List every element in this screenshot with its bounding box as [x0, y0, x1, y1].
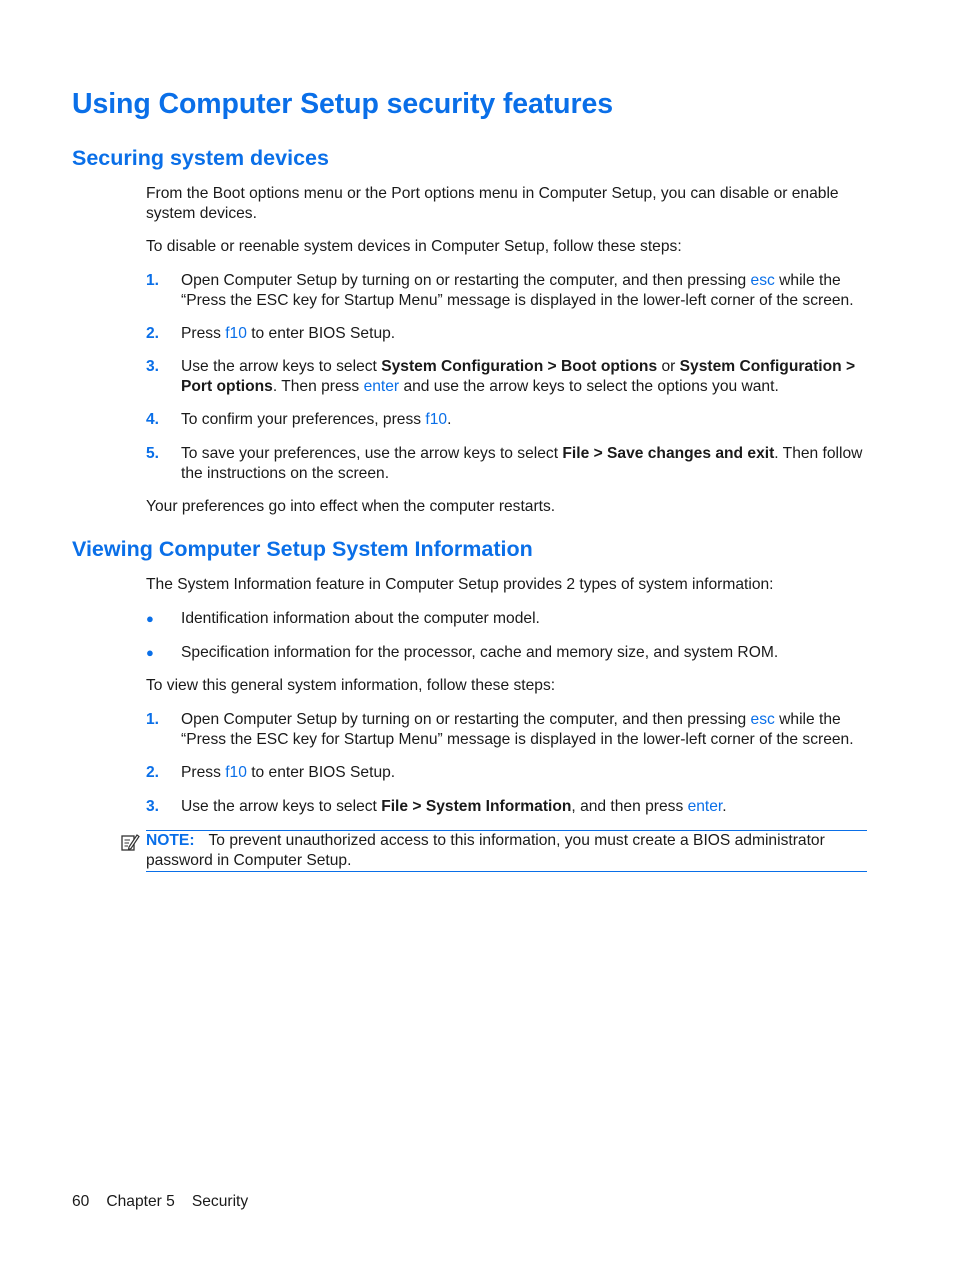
- note-pencil-icon: [120, 832, 140, 852]
- step-text: Open Computer Setup by turning on or restarting the computer, and then pressing: [181, 272, 751, 289]
- bullet-icon: ●: [146, 611, 154, 626]
- step-text: Press: [181, 764, 226, 781]
- section1-step-5: [146, 444, 876, 483]
- note-label: NOTE:: [146, 832, 195, 849]
- step-text: .: [447, 411, 452, 428]
- note-text: To prevent unauthorized access to this information, you must create a BIOS administrator password in Computer Setup.: [146, 832, 825, 869]
- section2-step-2: [146, 763, 876, 783]
- step-text: to enter BIOS Setup.: [246, 325, 396, 342]
- section1-step-1: [146, 271, 876, 310]
- menu-path: System Configuration > Boot options: [381, 358, 658, 375]
- step-text: or: [657, 358, 680, 375]
- step-number: 1.: [146, 272, 160, 289]
- step-text: Use the arrow keys to select: [181, 358, 382, 375]
- step-text: and use the arrow keys to select the options you want.: [399, 377, 779, 395]
- key-f10: f10: [425, 411, 448, 428]
- section2-intro: The System Information feature in Computer Setup provides 2 types of system information:: [146, 576, 774, 593]
- step-number: 4.: [146, 411, 160, 428]
- bullet-text: Identification information about the computer model.: [181, 610, 540, 627]
- step-text: to enter BIOS Setup.: [246, 764, 396, 781]
- footer-chapter: Chapter 5: [106, 1193, 175, 1210]
- step-text: . Then follow the instructions on the screen.: [181, 445, 863, 482]
- section1-step-3: [146, 357, 876, 396]
- menu-path: File > Save changes and exit: [562, 445, 775, 462]
- step-text: Use the arrow keys to select: [181, 798, 382, 815]
- section1-intro: From the Boot options menu or the Port options menu in Computer Setup, you can disable or enable system devices.: [146, 185, 839, 222]
- page-footer: [72, 1193, 265, 1211]
- key-f10: f10: [225, 325, 247, 342]
- key-esc: esc: [750, 272, 775, 289]
- menu-path: System Configuration > Port options: [181, 358, 856, 395]
- page-title: Using Computer Setup security features: [72, 88, 613, 120]
- section2-lead: To view this general system information, follow these steps:: [146, 677, 556, 694]
- menu-path: File > System Information: [381, 798, 572, 815]
- section2-step-3: [146, 797, 876, 817]
- footer-section: Security: [191, 1193, 249, 1210]
- step-text: Open Computer Setup by turning on or restarting the computer, and then pressing: [181, 711, 751, 728]
- note-box: [146, 830, 867, 872]
- step-number: 1.: [146, 711, 160, 728]
- section1-lead: To disable or reenable system devices in Computer Setup, follow these steps:: [146, 238, 682, 255]
- section1-step-4: [146, 410, 876, 430]
- key-enter: enter: [363, 377, 400, 395]
- section-heading-system-information: Viewing Computer Setup System Information: [72, 537, 533, 561]
- section1-outro: Your preferences go into effect when the computer restarts.: [146, 498, 556, 515]
- step-text: To confirm your preferences, press: [181, 411, 426, 428]
- page-number: 60: [72, 1193, 90, 1210]
- step-text: while the “Press the ESC key for Startup Menu” message is displayed in the lower-left corner of the screen.: [181, 711, 854, 748]
- step-number: 2.: [146, 325, 160, 342]
- bullet-item-1: [146, 609, 876, 629]
- section-heading-securing-devices: Securing system devices: [72, 146, 329, 170]
- key-enter: enter: [687, 798, 723, 815]
- bullet-text: Specification information for the processor, cache and memory size, and system ROM.: [181, 644, 779, 661]
- step-number: 5.: [146, 445, 160, 462]
- step-text: Press: [181, 325, 226, 342]
- step-text: . Then press: [272, 377, 364, 395]
- key-f10: f10: [225, 764, 247, 781]
- section1-step-2: [146, 324, 876, 344]
- key-esc: esc: [750, 711, 775, 728]
- step-text: , and then press: [571, 798, 688, 815]
- bullet-item-2: [146, 643, 876, 663]
- step-number: 3.: [146, 798, 160, 815]
- step-text: while the “Press the ESC key for Startup Menu” message is displayed in the lower-left corner of the screen.: [181, 272, 854, 309]
- step-number: 3.: [146, 358, 160, 375]
- bullet-icon: ●: [146, 645, 154, 660]
- step-text: .: [722, 798, 727, 815]
- section2-step-1: [146, 710, 876, 749]
- step-text: To save your preferences, use the arrow keys to select: [181, 445, 563, 462]
- step-number: 2.: [146, 764, 160, 781]
